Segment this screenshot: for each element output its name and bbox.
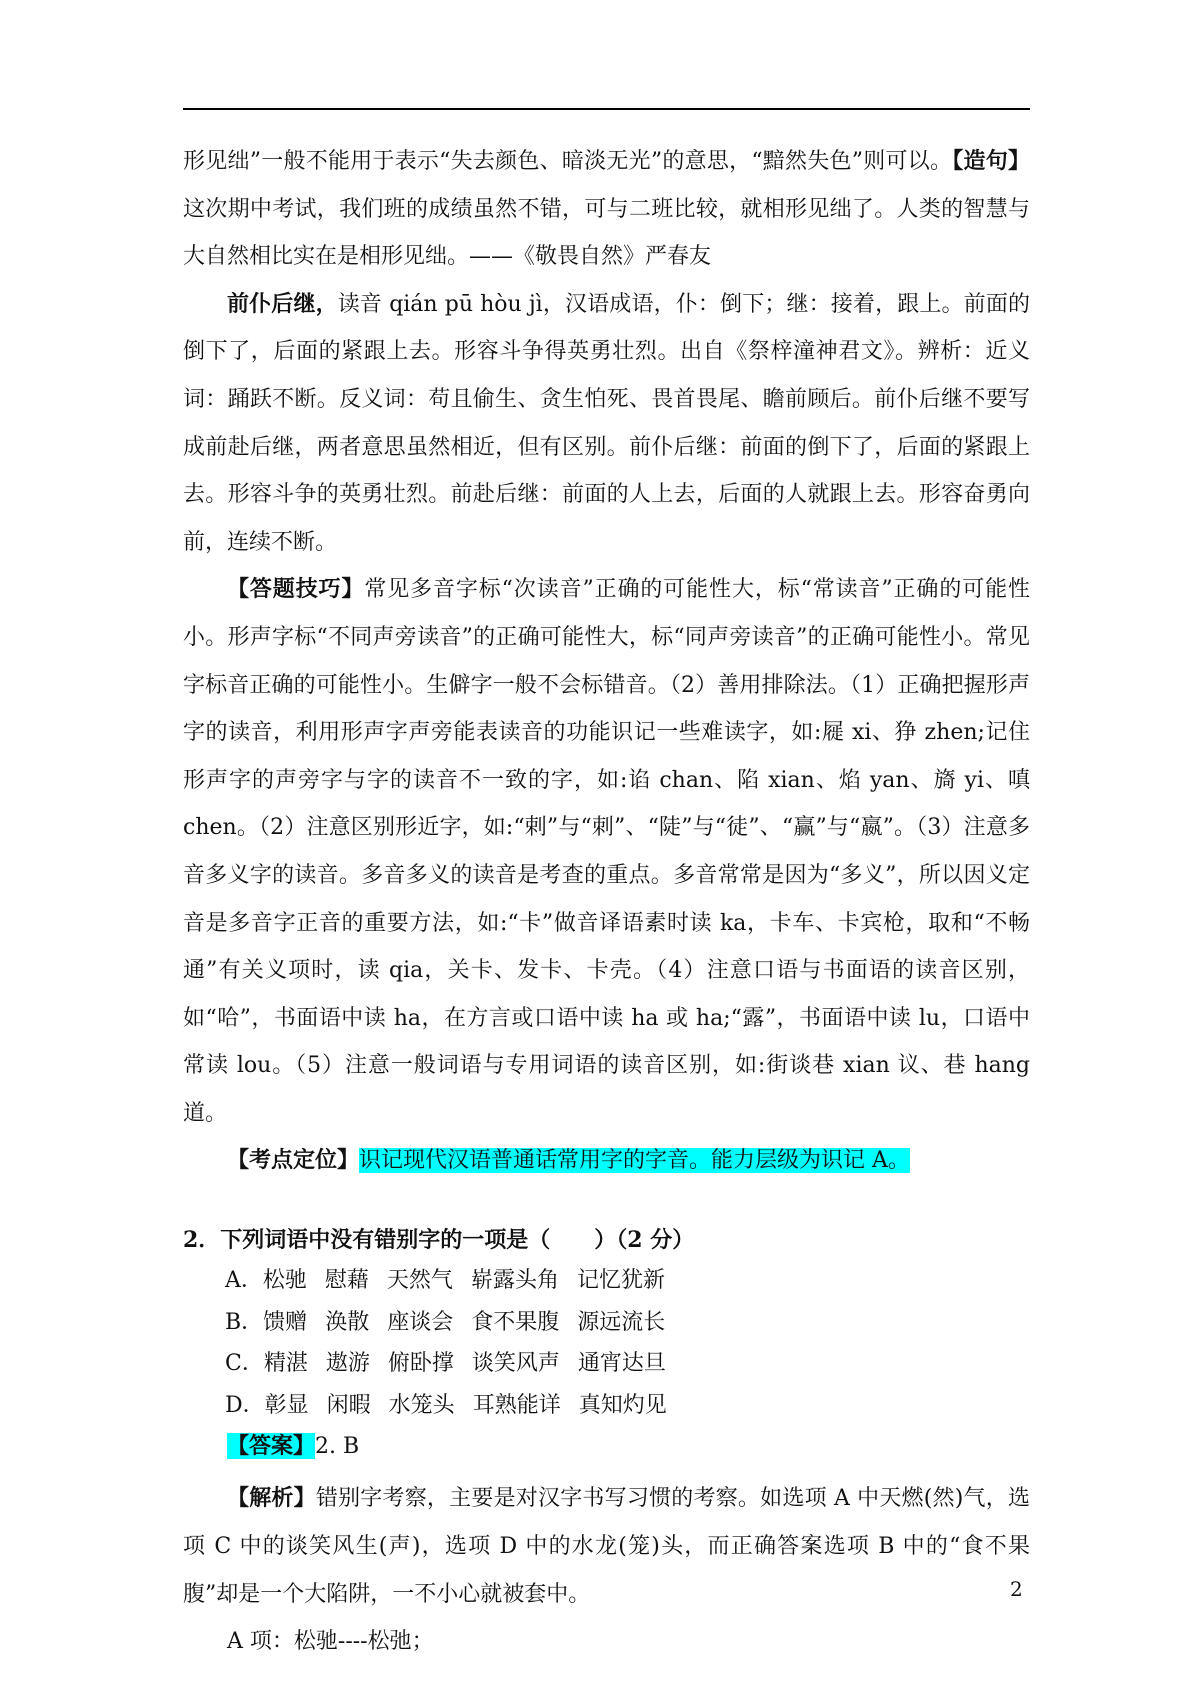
option-word: 真知灼见 <box>578 1392 667 1418</box>
tag-daan: 【答案】 <box>227 1433 316 1460</box>
term-qianpuhouji: 前仆后继， <box>227 290 338 317</box>
kaodian-highlight: 识记现代汉语普通话常用字的字音。能力层级为识记 A。 <box>359 1148 910 1174</box>
option-a <box>225 1260 1030 1302</box>
option-word: 谈笑风声 <box>471 1351 560 1377</box>
option-label: A． <box>225 1268 263 1294</box>
answer-line <box>183 1426 1030 1467</box>
header-rule <box>183 108 1030 110</box>
answer-text: 2. B <box>315 1434 360 1460</box>
option-word: 松驰 <box>262 1268 307 1294</box>
option-c <box>225 1343 1030 1385</box>
option-word: 水笼头 <box>388 1392 455 1418</box>
question-title: 2．下列词语中没有错别字的一项是（ ）（2 分） <box>183 1227 695 1254</box>
spacer <box>183 1185 1030 1220</box>
analysis-text: 错别字考察，主要是对汉字书写习惯的考察。如选项 A 中天燃(然)气，选项 C 中的谈笑风生(声)，选项 D 中的水龙(笼)头，而正确答案选项 B 中的“食不果腹”却是一个大陷阱，一不小心就被套中。 <box>183 1486 1030 1607</box>
tag-zaoju: 【造句】 <box>952 148 1030 174</box>
tag-datijiqiao: 【答题技巧】 <box>227 576 365 603</box>
option-word: 慰藉 <box>324 1268 369 1294</box>
option-word: 涣散 <box>325 1309 370 1335</box>
option-b <box>225 1302 1030 1344</box>
option-word: 闲暇 <box>326 1392 371 1418</box>
option-word: 崭露头角 <box>470 1268 559 1294</box>
para3-text: 常见多音字标“次读音”正确的可能性大，标“常读音”正确的可能性小。形声字标“不同声旁读音”的正确可能性大，标“同声旁读音”的正确可能性小。常见字标音正确的可能性小。生僻字一般不会标错音。（2）善用排除法。（1）正确把握形声字的读音，利用形声字声旁能表读音的功能识记一些难读字，如:屣 xi、狰 zhen;记住形声字的声旁字与字的读音不一致的字，如:谄 chan、陷 xian、焰 yan、旖 yi、嗔 chen。（2）注意区别形近字，如:“剌”与“刺”、“陡”与“徒”、“赢”与“嬴”。（3）注意多音多义字的读音。多音多义的读音是考查的重点。多音常常是因为“多义”，所以因义定音是多音字正音的重要方法，如:“卡”做音译语素时读 ka，卡车、卡宾枪，取和“不畅通”有关义项时，读 qia，关卡、发卡、卡壳。（4）注意口语与书面语的读音区别，如“哈”，书面语中读 ha，在方言或口语中读 ha 或 ha;“露”，书面语中读 lu，口语中常读 lou。（5）注意一般词语与专用词语的读音区别，如:街谈巷 xian 议、巷 hang 道。 <box>183 577 1030 1126</box>
para1-text: 形见绌”一般不能用于表示“失去颜色、暗淡无光”的意思，“黯然失色”则可以。 <box>183 149 953 174</box>
option-word: 座谈会 <box>387 1309 454 1335</box>
paragraph-answer-tips <box>183 566 1030 1137</box>
option-word: 源远流长 <box>577 1309 666 1335</box>
option-label: C． <box>225 1351 264 1377</box>
tag-jiexi: 【解析】 <box>227 1485 316 1512</box>
option-label: D． <box>225 1392 265 1418</box>
paragraph-idiom-xiangxingjianchu <box>183 138 1030 281</box>
option-word: 通宵达旦 <box>577 1351 666 1377</box>
question-options <box>183 1260 1030 1426</box>
option-word: 天然气 <box>386 1268 453 1294</box>
option-word: 馈赠 <box>263 1309 308 1335</box>
item-a-line: A 项：松驰----松弛； <box>227 1629 434 1655</box>
paragraph-kaodian <box>183 1137 1030 1185</box>
option-word: 遨游 <box>325 1351 370 1377</box>
option-word: 精湛 <box>263 1351 308 1377</box>
option-word: 彰显 <box>264 1392 309 1418</box>
option-word: 耳熟能详 <box>472 1392 561 1418</box>
page-number: 2 <box>1010 1577 1023 1601</box>
para2-text: 读音 qián pū hòu jì，汉语成语，仆：倒下；继：接着，跟上。前面的倒下了，后面的紧跟上去。形容斗争得英勇壮烈。出自《祭梓潼神君文》。辨析：近义词：踊跃不断。反义词：苟且偷生、贪生怕死、畏首畏尾、瞻前顾后。前仆后继不要写成前赴后继，两者意思虽然相近，但有区别。前仆后继：前面的倒下了，后面的紧跟上去。形容斗争的英勇壮烈。前赴后继：前面的人上去，后面的人就跟上去。形容奋勇向前，连续不断。 <box>183 291 1030 555</box>
paragraph-idiom-qianpuhouji <box>183 281 1030 567</box>
option-word: 记忆犹新 <box>576 1268 665 1294</box>
paragraph-analysis <box>183 1475 1030 1618</box>
document-body <box>183 138 1030 1666</box>
tag-kaodiandingwei: 【考点定位】 <box>227 1147 360 1174</box>
option-word: 俯卧撑 <box>387 1351 454 1377</box>
spacer <box>183 1467 1030 1475</box>
option-word: 食不果腹 <box>471 1309 560 1335</box>
option-label: B． <box>225 1309 264 1335</box>
option-d <box>225 1385 1030 1427</box>
para1-text2: 这次期中考试，我们班的成绩虽然不错，可与二班比较，就相形见绌了。人类的智慧与大自然相比实在是相形见绌。——《敬畏自然》严春友 <box>183 196 1030 270</box>
